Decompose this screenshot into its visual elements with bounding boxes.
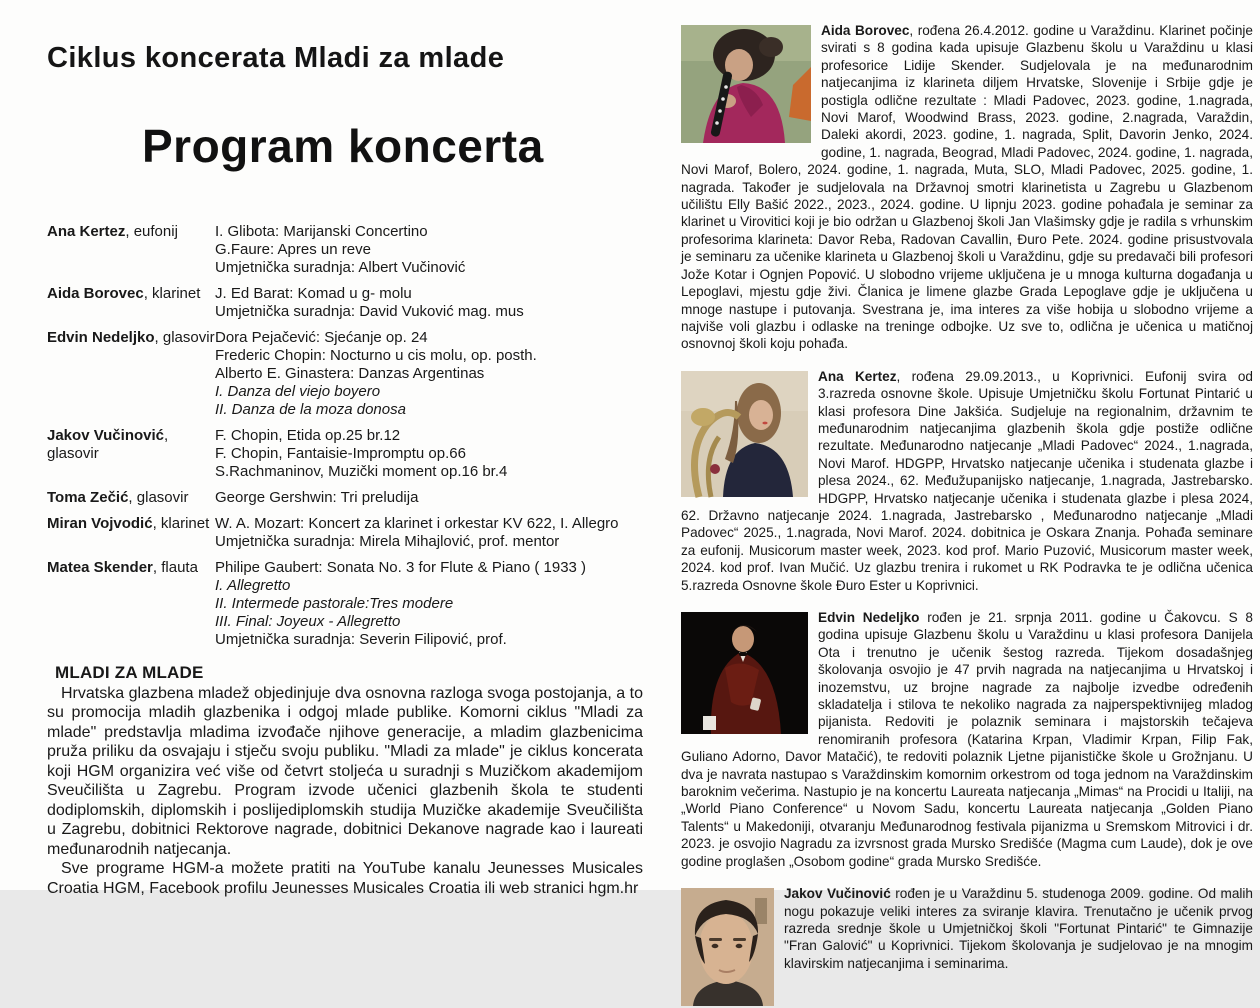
piece-line: G.Faure: Apres un reve xyxy=(215,241,371,258)
bio-name: Edvin Nedeljko xyxy=(818,610,920,625)
photo-ana-kertez-euphonium xyxy=(681,371,808,497)
piece-line: J. Ed Barat: Komad u g- molu xyxy=(215,285,412,302)
piece-line: F. Chopin, Fantaisie-Impromptu op.66 xyxy=(215,445,466,462)
bio-name: Aida Borovec xyxy=(821,23,910,38)
bio-aida-borovec xyxy=(681,22,1253,353)
bio-text: , rođena 26.4.2012. godine u Varaždinu. Klarinet počinje svirati s 8 godina kada upisuje Glazbenu školu u Varaždinu u klasi profesorice Lidije Skender. Sudjelovala je na međunarodnim natjecanjima iz klarineta diljem Hrvatske, Slovenije i Srbije gdje je postigla odlične rezultate : Mladi Padovec, 2023. godine, 1.nagrada, Novi Marof, Woodwind Brass, 2023. godine, 2.nagrada, Varaždin, Daleki akordi, 2023. godine, 1. nagrada, Split, Davorin Jenko, 2024. godine, 1. nagrada, Beograd, Mladi Padovec, 2024. godine, 1. nagrada, Novi Marof, Bolero, 2024. godine, 1. nagrada, Muta, SLO, Mladi Padovec, 2025. godine, 1. nagrada. Također je sudjelovala na Državnoj smotri klarinetista u Zagrebu u Glazbenom učilištu Elly Bašić 2022., 2023., 2024. godine. U lipnju 2023. godine pohađala je seminar za klarinet u Virovitici koji je bio održan u Glazbenoj školi Jan Vlašimsky gdje je radila s vrhunskim profesorima klarineta: Davor Reba, Radovan Cavallin, Đuro Pete. 2024. godine prisustvovala je seminaru za učenike klarineta u Glazbenoj školi u Varaždinu, gdje su predavači bili profesori Jože Kotar i Ognjen Popović. U slobodno vrijeme uključena je u mnoga kulturna događanja u Lepoglavi, mjestu gdje živi. Članica je limene glazbe Grada Lepoglave gdje je uključena u mnoge nastupe i putovanja. Svestrana je, ima interes za više hobija u slobodno vrijeme a najviše voli glazbu i odlaske na treninge odbojke. Uz sve to, odlična je učenica u matičnoj osnovnoj školi koju pohađa. xyxy=(681,23,1253,352)
performer-name: Jakov Vučinović xyxy=(47,427,164,444)
performer-instrument: klarinet xyxy=(152,285,201,302)
movement-line: III. Final: Joyeux - Allegretto xyxy=(215,613,401,630)
performer-instrument: eufonij xyxy=(133,223,178,240)
bio-edvin-nedeljko xyxy=(681,609,1253,870)
movement-line: II. Danza de la moza donosa xyxy=(215,401,406,418)
photo-edvin-nedeljko-stage xyxy=(681,612,808,734)
piece-line: Dora Pejačević: Sjećanje op. 24 xyxy=(215,329,428,346)
program-row-jakov-vucinovic: Jakov Vučinović, glasovir F. Chopin, Etida op.25 br.12 F. Chopin, Fantaisie-Impromptu op.66 S.Rachmaninov, Muzički moment op.16 br.4 xyxy=(47,427,643,481)
program-row-matea-skender: Matea Skender, flauta Philipe Gaubert: Sonata No. 3 for Flute & Piano ( 1933 ) I. Allegretto II. Intermede pastorale:Tres modere III. Final: Joyeux - Allegretto Umjetnička suradnja: Severin Filipović, prof. xyxy=(47,559,643,649)
movement-line: II. Intermede pastorale:Tres modere xyxy=(215,595,454,612)
performer-instrument: klarinet xyxy=(160,515,210,532)
program-table xyxy=(47,223,643,649)
piece-line: W. A. Mozart: Koncert za klarinet i orkestar KV 622, I. Allegro xyxy=(215,515,619,532)
bio-name: Jakov Vučinović xyxy=(784,886,891,902)
bio-text: rođen je u Varaždinu 5. studenoga 2009. godine. Od malih nogu pokazuje veliki interes za sviranje klavira. Trenutačno je učenik prvog razreda srednje škole u Umjetničkoj školi "Fortunat Pintarić" te Gimnazije "Fran Galović" u Koprivnici. Tijekom školovanja je sudjelovao je na mnogim klavirskim natjecanjima i seminarima. xyxy=(784,886,1253,971)
about-paragraph-1: Hrvatska glazbena mladež objedinjuje dva osnovna razloga svoga postojanja, a to su promocija mladih glazbenika i odgoj mlade publike. Komorni ciklus "Mladi za mlade" predstavlja mladima izvođače njihove generacije, a mladim glazbenicima pruža priliku da osvajaju i stječu svoju publiku. "Mladi za mlade" je ciklus koncerata koji HGM organizira već više od četvrt stoljeća u suradnji s Muzičkom akademijom Sveučilišta u Zagrebu. Program izvode učenici glazbenih škola te studenti dodiplomskih, diplomskih i poslijediplomskih studija Muzičke akademije Sveučilišta u Zagrebu, dobitnici Rektorove nagrade, dobitnici Dekanove nagrade kao i laureati međunarodnih natjecanja. xyxy=(47,684,643,858)
bio-text: , rođena 29.09.2013., u Koprivnici. Eufonij svira od 3.razreda osnovne škole. Upisuje Umjetničku školu Fortunat Pintarić u klasi profesora Dine Jakšića. Sudjeluje na regionalnim, državnim te međunarodnim natjecanjima glazbenih škola gdje postiže odlične rezultate. Međunarodno natjecanje „Mladi Padovec“ 2024., 1.nagrada, Novi Marof. HDGPP, Hrvatsko natjecanje učenika i studenata glazbe i plesa 2024., 62. Međužupanijsko natjecanje, 1.nagrada, Jastrebarsko. HDGPP, Hrvatsko natjecanje učenika i studenata glazbe i plesa 2024, 62. Državno natjecanje 2024. 1.nagrada, Jastrebarsko , Međunarodno natjecanje „Mladi Padovec“ 2025., 1.nagrada, Novi Marof. 2024. dobitnica je Oskara Znanja. Pohađa seminare za eufonij. Musicorum master week, 2023. kod prof. Mario Puzović, Musicorum master week, 2024. kod prof. Ivan Mučić. Uz glazbu trenira i rukomet u RK Podravka te je odlična učenica 5.razreda Osnovne škole Đuro Ester u Koprivnici. xyxy=(681,368,1253,593)
about-heading: MLADI ZA MLADE xyxy=(55,663,204,682)
program-row-aida-borovec: Aida Borovec, klarinet J. Ed Barat: Komad u g- molu Umjetnička suradnja: David Vuković mag. mus xyxy=(47,285,643,321)
movement-line: I. Allegretto xyxy=(215,577,291,594)
piece-line: Alberto E. Ginastera: Danzas Argentinas xyxy=(215,365,485,382)
piece-line: Philipe Gaubert: Sonata No. 3 for Flute & Piano ( 1933 ) xyxy=(215,559,587,576)
performer-name: Toma Zečić xyxy=(47,489,129,506)
performer-name: Matea Skender xyxy=(47,559,153,576)
piece-line: Umjetnička suradnja: David Vuković mag. mus xyxy=(215,303,524,320)
program-row-ana-kertez: Ana Kertez, eufonij I. Glibota: Marijanski Concertino G.Faure: Apres un reve Umjetnička suradnja: Albert Vučinović xyxy=(47,223,643,277)
piece-line: S.Rachmaninov, Muzički moment op.16 br.4 xyxy=(215,463,508,480)
program-row-edvin-nedeljko: Edvin Nedeljko, glasovir Dora Pejačević: Sjećanje op. 24 Frederic Chopin: Nocturno u cis molu, op. posth. Alberto E. Ginastera: Danzas Argentinas I. Danza del viejo boyero II. Danza de la moza donosa xyxy=(47,329,643,419)
bio-name: Ana Kertez xyxy=(818,368,897,384)
performer-instrument: glasovir xyxy=(162,329,215,346)
about-paragraph-2: Sve programe HGM-a možete pratiti na YouTube kanalu Jeunesses Musicales Croatia HGM, Facebook profilu Jeunesses Musicales Croatia ili web stranici hgm.hr xyxy=(47,860,643,897)
piece-line: F. Chopin, Etida op.25 br.12 xyxy=(215,427,401,444)
photo-jakov-vucinovic-portrait xyxy=(681,888,774,1006)
bio-ana-kertez xyxy=(681,368,1253,594)
performer-name: Miran Vojvodić xyxy=(47,515,153,532)
performer-name: Ana Kertez xyxy=(47,223,126,240)
piece-line: Frederic Chopin: Nocturno u cis molu, op. posth. xyxy=(215,347,537,364)
piece-line: I. Glibota: Marijanski Concertino xyxy=(215,223,428,240)
performer-instrument: flauta xyxy=(161,559,198,576)
program-heading: Program koncerta xyxy=(142,120,544,172)
left-column xyxy=(47,0,643,898)
piece-line: Umjetnička suradnja: Mirela Mihajlović, prof. mentor xyxy=(215,533,560,550)
bio-jakov-vucinovic xyxy=(681,885,1253,1008)
movement-line: I. Danza del viejo boyero xyxy=(215,383,381,400)
bio-text: rođen je 21. srpnja 2011. godine u Čakovcu. S 8 godina upisuje Glazbenu školu u Varaždinu u klasi profesora Danijela Ota i trenutno je učenik šestog razreda. Tijekom dosadašnjeg školovanja osvojio je 47 prvih nagrada na natjecanjima u Hrvatskoj i inozemstvu, uz brojne nagrade za najbolje izvedbe određenih skladatelja i stilova te nekoliko nagrada za najperspektivnijeg mladog pijanista. Redoviti je polaznik seminara i majstorskih tečajeva renomiranih profesora (Katarina Krpan, Vladimir Krpan, Filip Fak, Guliano Adorno, Davor Matačić), te redoviti polaznik Ljetne pijanističke škole u Grožnjanu. U dva je navrata nastupao s Varaždinskim komornim orkestrom od toga jednom na Varaždinskim baroknim večerima. Nastupio je na koncertu Laureata natjecanja „Mimas“ na Procidi u Italiji, na „World Piano Conference“ u Novom Sadu, koncertu Laureata natjecanja „Golden Piano Talents“ u Makedoniji, otvaranju Međunarodnog festivala pijanizma u Sremskom Mitrovici i dr. 2023. je osvojio Nagradu za izvrsnost grada Mursko Središće (Magma cum Laude), dok je ove godine proglašen „Osobom godine“ grada Mursko Središće. xyxy=(681,610,1253,869)
program-row-miran-vojvodic: Miran Vojvodić, klarinet W. A. Mozart: Koncert za klarinet i orkestar KV 622, I. Allegro Umjetnička suradnja: Mirela Mihajlović, prof. mentor xyxy=(47,515,643,551)
piece-line: George Gershwin: Tri preludija xyxy=(215,489,419,506)
performer-instrument: glasovir xyxy=(47,445,99,462)
biographies-column xyxy=(681,22,1253,1008)
photo-aida-borovec-clarinet xyxy=(681,25,811,143)
performer-name: Edvin Nedeljko xyxy=(47,329,155,346)
piece-line: Umjetnička suradnja: Severin Filipović, prof. xyxy=(215,631,507,648)
about-section xyxy=(47,663,643,898)
program-row-toma-zecic: Toma Zečić, glasovir George Gershwin: Tri preludija xyxy=(47,489,643,507)
series-title: Ciklus koncerata Mladi za mlade xyxy=(47,42,505,74)
piece-line: Umjetnička suradnja: Albert Vučinović xyxy=(215,259,466,276)
performer-name: Aida Borovec xyxy=(47,285,144,302)
performer-instrument: glasovir xyxy=(136,489,189,506)
